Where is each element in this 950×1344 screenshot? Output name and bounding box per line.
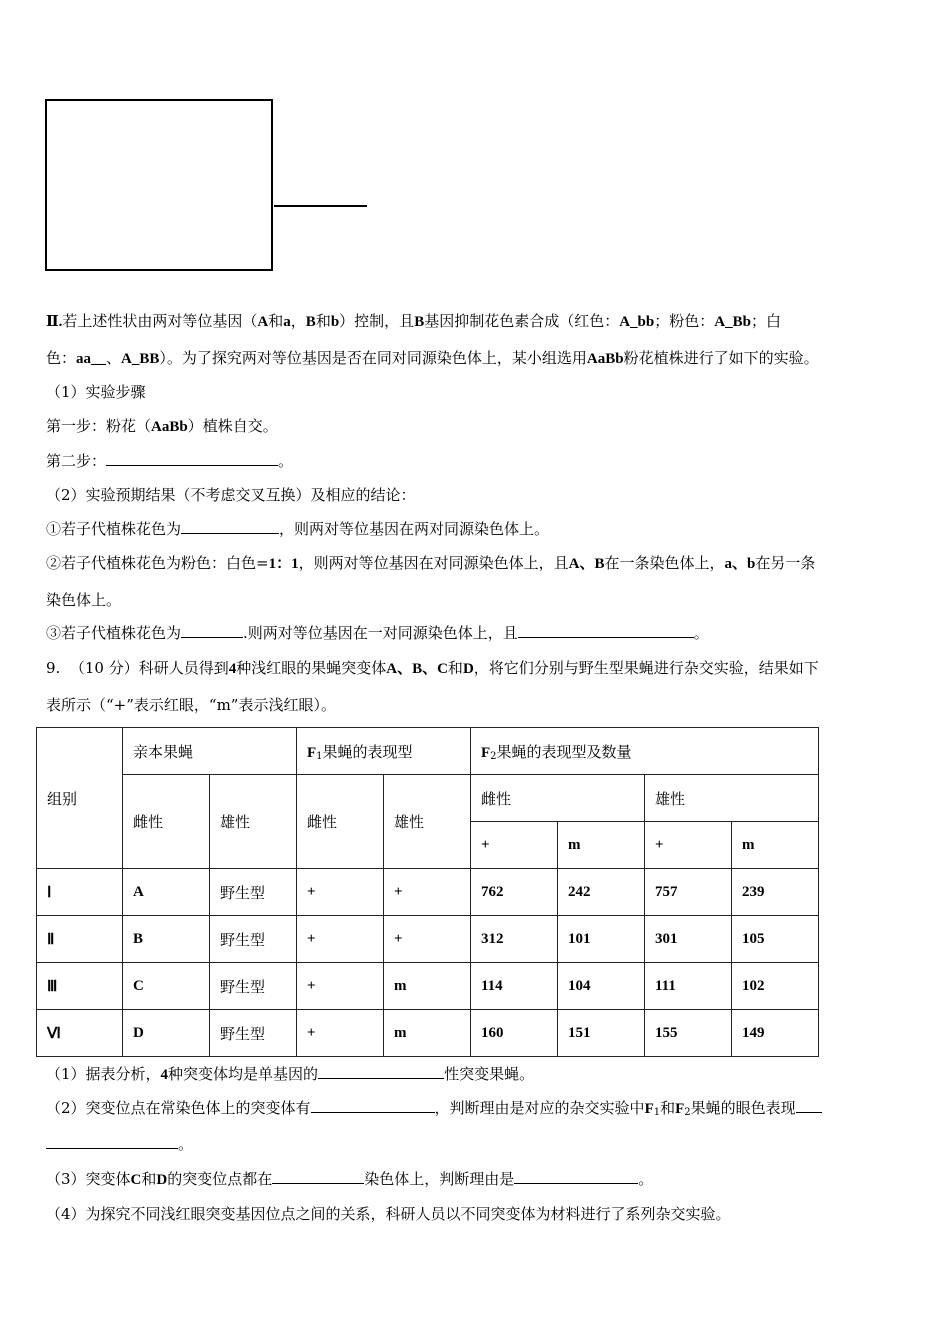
cell-f1-male: m — [384, 1010, 471, 1057]
text: 果蝇的眼色表现 — [690, 1099, 796, 1117]
answer-blank[interactable] — [796, 1098, 822, 1113]
text: （1）据表分析， — [46, 1065, 161, 1083]
cell-f2-female-m: 151 — [558, 1010, 645, 1057]
text: 和 — [660, 1099, 676, 1117]
text: 果蝇的表现型 — [322, 742, 413, 761]
cell-f2-female-m: 101 — [558, 916, 645, 963]
text: 若上述性状由两对等位基因（ — [62, 312, 258, 330]
gene: a、b — [724, 556, 756, 572]
answer-blank[interactable] — [181, 623, 243, 638]
answer-blank[interactable] — [106, 451, 278, 466]
genotype: AaBb — [151, 419, 188, 435]
genotype-red: A_bb — [619, 314, 655, 330]
cell-parent-male: 野生型 — [210, 1010, 297, 1057]
subq4: （4）为探究不同浅红眼突变基因位点之间的关系，科研人员以不同突变体为材料进行了系列杂交实验。 — [46, 1205, 731, 1223]
cell-f2-male-plus: 301 — [645, 916, 732, 963]
text: 和 — [268, 312, 284, 330]
cell-parent-male: 野生型 — [210, 869, 297, 916]
subscript: 2 — [490, 750, 497, 762]
text: （2）突变位点在常染色体上的突变体有 — [46, 1099, 311, 1117]
gene: A — [257, 314, 269, 330]
text: 粉花植株进行了如下的实验。 — [623, 349, 819, 367]
text: 。 — [178, 1135, 194, 1153]
score: （10 分） — [69, 659, 139, 677]
text: ③若子代植株花色为 — [46, 624, 182, 642]
cell-f2-female-plus: 762 — [471, 869, 558, 916]
text: F — [675, 1101, 685, 1117]
genotype-pink: A_Bb — [714, 314, 751, 330]
gene: A、B — [568, 556, 605, 572]
header-group: 组别 — [37, 728, 123, 869]
header-f1 — [297, 728, 471, 775]
part-label: Ⅱ. — [46, 314, 63, 330]
header-f2-male-m: m — [732, 822, 819, 869]
header-f2 — [471, 728, 819, 775]
answer-blank[interactable] — [181, 519, 279, 534]
results-table — [36, 727, 819, 1057]
text: ①若子代植株花色为 — [46, 520, 182, 538]
figure-answer-line — [274, 205, 367, 207]
header-parents: 亲本果蝇 — [123, 728, 297, 775]
count: 4 — [228, 661, 237, 677]
cell-parent-male: 野生型 — [210, 963, 297, 1010]
subq2 — [46, 1098, 822, 1123]
cell-f2-male-plus: 155 — [645, 1010, 732, 1057]
cell-parent-male: 野生型 — [210, 916, 297, 963]
header-f2-female: 雌性 — [471, 775, 645, 822]
text: 第一步：粉花（ — [46, 417, 152, 435]
cell-f2-male-plus: 111 — [645, 963, 732, 1010]
part2-intro-line1 — [46, 311, 781, 332]
cell-f1-male: + — [384, 916, 471, 963]
text: 。 — [693, 624, 709, 642]
cell-f2-female-plus: 114 — [471, 963, 558, 1010]
gene: B — [305, 314, 316, 330]
cell-group: Ⅵ — [37, 1010, 123, 1057]
text: 在一条染色体上， — [604, 554, 725, 572]
text: F — [307, 744, 317, 761]
text: 在另一条 — [755, 554, 816, 572]
cell-f2-male-m: 105 — [732, 916, 819, 963]
q2-title: （2）实验预期结果（不考虑交叉互换）及相应的结论： — [46, 486, 416, 504]
answer-blank[interactable] — [514, 1169, 638, 1184]
cell-f2-male-m: 239 — [732, 869, 819, 916]
text: F — [644, 1101, 654, 1117]
cell-f2-male-m: 102 — [732, 963, 819, 1010]
step2 — [46, 451, 293, 471]
ratio: 1：1 — [268, 556, 299, 572]
text: ， — [290, 312, 306, 330]
text: ）控制，且 — [339, 312, 415, 330]
text: （3）突变体 — [46, 1170, 131, 1188]
mutant: D — [156, 1172, 168, 1188]
cell-f2-female-plus: 312 — [471, 916, 558, 963]
cell-parent-female: B — [123, 916, 210, 963]
cell-group: Ⅱ — [37, 916, 123, 963]
text: 性突变果蝇。 — [444, 1065, 535, 1083]
text: ）植株自交。 — [187, 417, 278, 435]
text: 果蝇的表现型及数量 — [496, 742, 632, 761]
text: 种浅红眼的果蝇突变体 — [236, 659, 387, 677]
header-f1-male: 雄性 — [384, 775, 471, 869]
cell-parent-female: A — [123, 869, 210, 916]
answer-blank[interactable] — [272, 1169, 364, 1184]
text: ；粉色： — [654, 312, 715, 330]
cell-f2-female-m: 104 — [558, 963, 645, 1010]
text: ，判断理由是对应的杂交实验中 — [434, 1099, 645, 1117]
mutant: D — [462, 661, 474, 677]
header-parent-male: 雄性 — [210, 775, 297, 869]
subq1 — [46, 1064, 534, 1085]
text: 科研人员得到 — [138, 659, 229, 677]
q9-line1 — [46, 658, 819, 679]
cell-f2-female-plus: 160 — [471, 1010, 558, 1057]
text: 的突变位点都在 — [167, 1170, 273, 1188]
text: 和 — [141, 1170, 157, 1188]
gene: B — [414, 314, 425, 330]
text: .则两对等位基因在一对同源染色体上，且 — [243, 624, 518, 642]
cell-f1-female: + — [297, 1010, 384, 1057]
subq3 — [46, 1169, 653, 1190]
text: 和 — [315, 312, 331, 330]
table-row — [37, 1010, 819, 1057]
header-f2-female-m: m — [558, 822, 645, 869]
result3 — [46, 623, 709, 643]
text: 基因抑制花色素合成（红色： — [424, 312, 620, 330]
cell-f1-male: m — [384, 963, 471, 1010]
table-row — [37, 963, 819, 1010]
text: 第二步： — [46, 452, 107, 470]
q1-title: （1）实验步骤 — [46, 383, 146, 401]
cell-group: Ⅰ — [37, 869, 123, 916]
cell-parent-female: D — [123, 1010, 210, 1057]
cell-f1-female: + — [297, 869, 384, 916]
text: 种突变体均是单基因的 — [168, 1065, 319, 1083]
table-header-row — [37, 728, 819, 775]
text: ，将它们分别与野生型果蝇进行杂交实验，结果如下 — [473, 659, 819, 677]
text: F — [481, 744, 491, 761]
result1 — [46, 519, 549, 539]
text: ）。为了探究两对等位基因是否在同对同源染色体上，某小组选用 — [159, 349, 587, 367]
header-f2-male-plus: + — [645, 822, 732, 869]
gene: a — [283, 314, 291, 330]
subq2-cont — [46, 1134, 193, 1154]
answer-blank[interactable] — [46, 1134, 178, 1149]
text: 。 — [278, 452, 294, 470]
gene: b — [330, 314, 340, 330]
question-number: 9. — [46, 659, 61, 677]
text: 染色体上，判断理由是 — [364, 1170, 515, 1188]
subscript: 1 — [653, 1107, 661, 1118]
genotype: AaBb — [586, 351, 624, 367]
genotype-white: A_BB — [121, 351, 160, 367]
figure-placeholder-box — [45, 99, 273, 271]
count: 4 — [160, 1067, 169, 1083]
cell-f2-female-m: 242 — [558, 869, 645, 916]
header-parent-female: 雌性 — [123, 775, 210, 869]
cell-f2-male-m: 149 — [732, 1010, 819, 1057]
genotype-white: aa__ — [76, 351, 107, 367]
text: ②若子代植株花色为粉色：白色= — [46, 554, 269, 572]
text: 色： — [46, 349, 77, 367]
header-f2-male: 雄性 — [645, 775, 819, 822]
answer-blank[interactable] — [311, 1098, 435, 1113]
table-row — [37, 916, 819, 963]
text: ，则两对等位基因在两对同源染色体上。 — [279, 520, 550, 538]
text: 、 — [106, 349, 122, 367]
part2-intro-line2 — [46, 348, 819, 369]
result2 — [46, 553, 815, 574]
cell-parent-female: C — [123, 963, 210, 1010]
header-f2-female-plus: + — [471, 822, 558, 869]
subscript: 1 — [316, 750, 323, 762]
table-header-row — [37, 775, 819, 822]
text: ；白 — [750, 312, 781, 330]
answer-blank[interactable] — [318, 1064, 444, 1079]
q9-line2: 表所示（“+”表示红眼，“m”表示浅红眼）。 — [46, 696, 336, 714]
subscript: 2 — [684, 1107, 691, 1118]
text: ，则两对等位基因在对同源染色体上，且 — [298, 554, 569, 572]
cell-f1-female: + — [297, 916, 384, 963]
mutants: A、B、C — [386, 661, 448, 677]
cell-f2-male-plus: 757 — [645, 869, 732, 916]
mutant: C — [130, 1172, 142, 1188]
step1 — [46, 416, 278, 437]
result2-cont: 染色体上。 — [46, 591, 122, 609]
cell-f1-male: + — [384, 869, 471, 916]
answer-blank[interactable] — [518, 623, 694, 638]
cell-f1-female: + — [297, 963, 384, 1010]
cell-group: Ⅲ — [37, 963, 123, 1010]
header-f1-female: 雌性 — [297, 775, 384, 869]
text: 和 — [447, 659, 463, 677]
text: 。 — [638, 1170, 654, 1188]
table-row — [37, 869, 819, 916]
